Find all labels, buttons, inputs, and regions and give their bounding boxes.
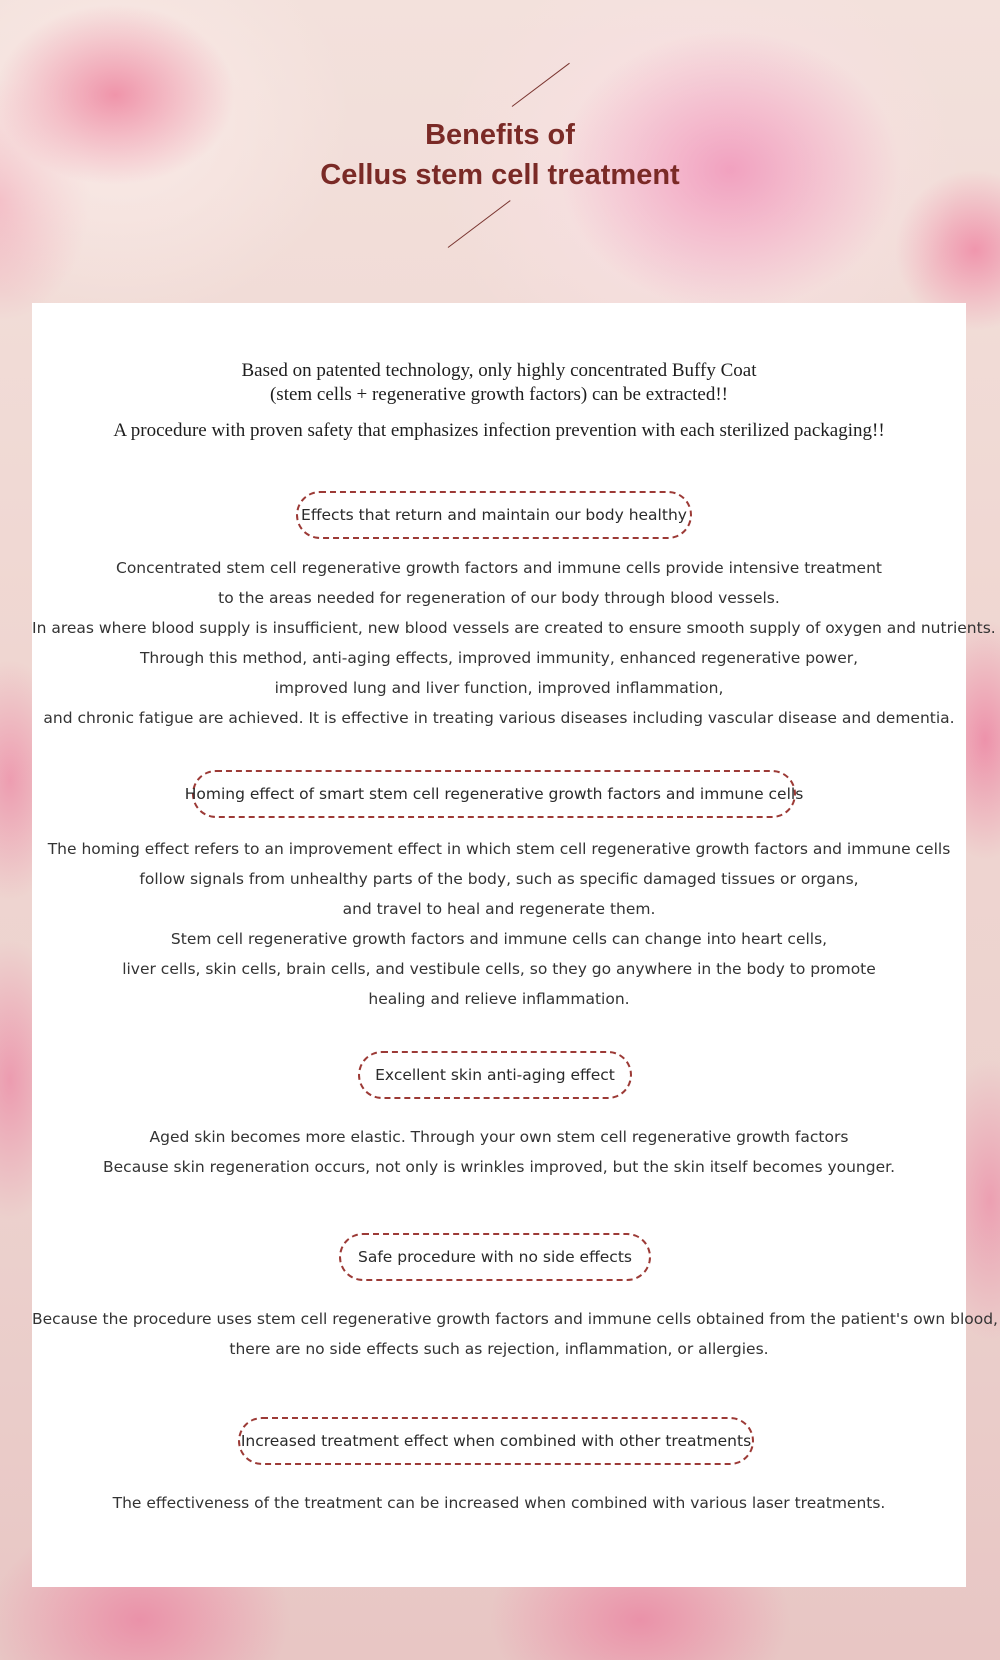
- section-heading-combined-treatment: [238, 1417, 754, 1465]
- section-body-line: Concentrated stem cell regenerative growth factors and immune cells provide intensive treatment: [116, 559, 882, 577]
- section-body-line: Stem cell regenerative growth factors and immune cells can change into heart cells,: [170, 930, 828, 948]
- section-body-line: Aged skin becomes more elastic. Through your own stem cell regenerative growth factors: [149, 1128, 849, 1146]
- section-body-homing-effect: [32, 834, 966, 1014]
- title-decor-line-bottom: [448, 200, 511, 248]
- intro-line: A procedure with proven safety that emphasizes infection prevention with each sterilized packaging!!: [113, 420, 885, 441]
- section-heading-label: Homing effect of smart stem cell regenerative growth factors and immune cells: [184, 785, 804, 803]
- section-heading-label: Effects that return and maintain our body healthy: [301, 506, 687, 524]
- section-body-line: In areas where blood supply is insufficient, new blood vessels are created to ensure smooth supply of oxygen and nutrients.: [32, 619, 996, 637]
- section-body-line: to the areas needed for regeneration of our body through blood vessels.: [218, 589, 780, 607]
- section-body-healthy-body: [32, 553, 996, 733]
- intro-text: [32, 359, 966, 443]
- title-decor-line-top: [512, 63, 570, 107]
- intro-line: Based on patented technology, only highly concentrated Buffy Coat: [241, 360, 757, 381]
- section-body-line: follow signals from unhealthy parts of the body, such as specific damaged tissues or organs,: [139, 870, 859, 888]
- section-heading-safe-procedure: [339, 1233, 651, 1281]
- section-body-line: Because skin regeneration occurs, not only is wrinkles improved, but the skin itself becomes younger.: [103, 1158, 895, 1176]
- section-body-line: improved lung and liver function, improved inflammation,: [274, 679, 724, 697]
- page-title: [0, 115, 1000, 195]
- section-body-line: healing and relieve inflammation.: [368, 990, 630, 1008]
- section-body-line: and travel to heal and regenerate them.: [342, 900, 656, 918]
- section-body-line: Because the procedure uses stem cell regenerative growth factors and immune cells obtained from the patient's own blood,: [32, 1310, 998, 1328]
- section-body-line: and chronic fatigue are achieved. It is effective in treating various diseases including vascular disease and dementia.: [43, 709, 955, 727]
- section-body-line: Through this method, anti-aging effects, improved immunity, enhanced regenerative power,: [139, 649, 859, 667]
- section-body-line: The effectiveness of the treatment can be increased when combined with various laser treatments.: [112, 1494, 886, 1512]
- page-title-line1: Benefits of: [425, 119, 575, 151]
- section-heading-skin-anti-aging: [358, 1051, 632, 1099]
- section-body-safe-procedure: [32, 1304, 998, 1364]
- section-heading-homing-effect: [184, 770, 804, 818]
- section-body-combined-treatment: [32, 1488, 966, 1518]
- section-heading-label: Safe procedure with no side effects: [358, 1248, 632, 1266]
- section-body-skin-anti-aging: [32, 1122, 966, 1182]
- section-body-line: The homing effect refers to an improvement effect in which stem cell regenerative growth factors and immune cells: [47, 840, 951, 858]
- section-heading-label: Increased treatment effect when combined with other treatments: [240, 1432, 752, 1450]
- section-body-line: there are no side effects such as rejection, inflammation, or allergies.: [229, 1340, 769, 1358]
- page-title-line2: Cellus stem cell treatment: [320, 159, 680, 191]
- section-body-line: liver cells, skin cells, brain cells, and vestibule cells, so they go anywhere in the body to promote: [122, 960, 876, 978]
- intro-line: (stem cells + regenerative growth factors) can be extracted!!: [269, 384, 729, 405]
- content-panel: [32, 303, 998, 1587]
- section-heading-healthy-body: [296, 491, 692, 539]
- section-heading-label: Excellent skin anti-aging effect: [375, 1066, 615, 1084]
